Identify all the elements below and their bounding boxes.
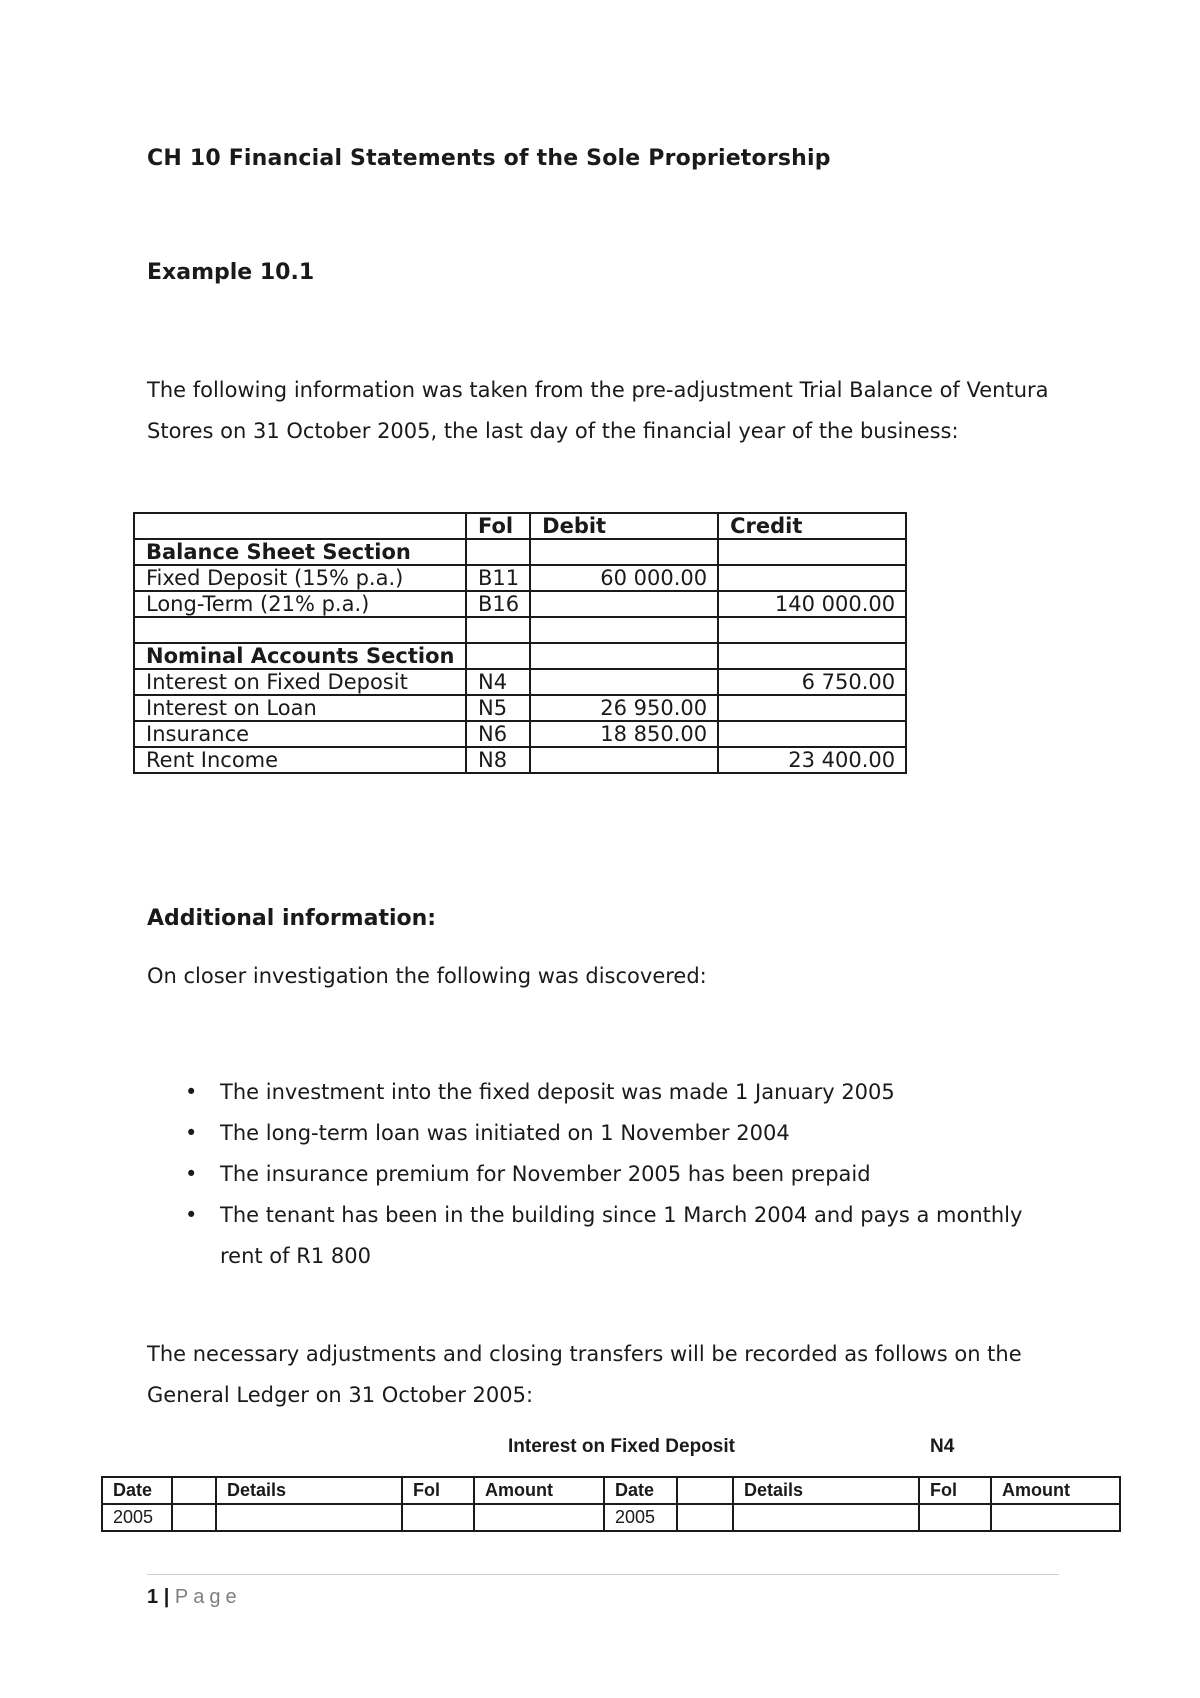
ledger-header-amount-debit: Amount (474, 1477, 604, 1504)
fol-cell (466, 643, 530, 669)
footer-divider (147, 1574, 1059, 1575)
ledger-header-fol-debit: Fol (402, 1477, 474, 1504)
credit-cell (718, 565, 906, 591)
ledger-account-code: N4 (930, 1436, 955, 1457)
account-cell: Interest on Loan (134, 695, 466, 721)
list-item-text: The tenant has been in the building since 1 March 2004 and pays a monthly rent of R1 800 (220, 1203, 1023, 1268)
intro-paragraph: The following information was taken from the pre-adjustment Trial Balance of Ventura Stores on 31 October 2005, the last day of the financial year of the business: (147, 378, 1049, 443)
credit-cell (718, 695, 906, 721)
credit-cell (718, 643, 906, 669)
bullet-icon: • (185, 1121, 198, 1145)
ledger-header-date-credit: Date (604, 1477, 677, 1504)
credit-cell (718, 721, 906, 747)
bullet-icon: • (185, 1203, 198, 1227)
debit-cell: 26 950.00 (530, 695, 718, 721)
ledger-cell (733, 1504, 919, 1531)
header-fol: Fol (466, 513, 530, 539)
section-label: Nominal Accounts Section (134, 643, 466, 669)
section-label: Balance Sheet Section (134, 539, 466, 565)
fol-cell (466, 539, 530, 565)
table-row (134, 539, 906, 565)
investigation-intro: On closer investigation the following was discovered: (147, 964, 707, 988)
account-cell: Long-Term (21% p.a.) (134, 591, 466, 617)
ledger-header-row (102, 1477, 1120, 1504)
additional-info-heading: Additional information: (147, 906, 437, 931)
closing-paragraph: The necessary adjustments and closing transfers will be recorded as follows on the General Ledger on 31 October 2005: (147, 1342, 1022, 1407)
debit-cell (530, 643, 718, 669)
credit-cell (718, 539, 906, 565)
bullet-icon: • (185, 1080, 198, 1104)
ledger-cell (402, 1504, 474, 1531)
ledger-account-title: Interest on Fixed Deposit (508, 1436, 735, 1457)
table-row (134, 617, 906, 643)
credit-cell (718, 617, 906, 643)
example-heading: Example 10.1 (147, 260, 315, 285)
fol-cell: N8 (466, 747, 530, 773)
ledger-header-details-credit: Details (733, 1477, 919, 1504)
ledger-header-blank (677, 1477, 733, 1504)
trial-balance-header-row (134, 513, 906, 539)
debit-cell (530, 591, 718, 617)
ledger-cell (216, 1504, 402, 1531)
table-row (134, 643, 906, 669)
credit-cell: 23 400.00 (718, 747, 906, 773)
table-row (134, 591, 906, 617)
debit-cell (530, 617, 718, 643)
table-row (134, 721, 906, 747)
header-credit: Credit (718, 513, 906, 539)
fol-cell: N6 (466, 721, 530, 747)
page-label: Page (174, 1586, 242, 1608)
table-row (134, 695, 906, 721)
header-account (134, 513, 466, 539)
list-item-text: The long-term loan was initiated on 1 November 2004 (220, 1121, 790, 1145)
page-number: 1 (147, 1586, 159, 1608)
ledger-cell (172, 1504, 216, 1531)
list-item (180, 1072, 1040, 1113)
trial-balance-table (133, 512, 907, 774)
list-item-text: The investment into the fixed deposit was made 1 January 2005 (220, 1080, 895, 1104)
debit-cell: 18 850.00 (530, 721, 718, 747)
footer-separator: | (163, 1586, 170, 1608)
ledger-header-fol-credit: Fol (919, 1477, 991, 1504)
account-cell (134, 617, 466, 643)
header-debit: Debit (530, 513, 718, 539)
ledger-cell (474, 1504, 604, 1531)
list-item (180, 1154, 1040, 1195)
ledger-cell (991, 1504, 1120, 1531)
ledger-cell (677, 1504, 733, 1531)
debit-cell: 60 000.00 (530, 565, 718, 591)
list-item (180, 1113, 1040, 1154)
ledger-cell (919, 1504, 991, 1531)
fol-cell: N5 (466, 695, 530, 721)
page-footer (147, 1586, 242, 1609)
ledger-table (101, 1476, 1121, 1532)
table-row (102, 1504, 1120, 1531)
debit-cell (530, 747, 718, 773)
ledger-header-amount-credit: Amount (991, 1477, 1120, 1504)
bullet-icon: • (185, 1162, 198, 1186)
account-cell: Fixed Deposit (15% p.a.) (134, 565, 466, 591)
ledger-header-date-debit: Date (102, 1477, 172, 1504)
ledger-cell: 2005 (102, 1504, 172, 1531)
list-item-text: The insurance premium for November 2005 has been prepaid (220, 1162, 871, 1186)
fol-cell (466, 617, 530, 643)
account-cell: Rent Income (134, 747, 466, 773)
fol-cell: B16 (466, 591, 530, 617)
fol-cell: B11 (466, 565, 530, 591)
credit-cell: 6 750.00 (718, 669, 906, 695)
credit-cell: 140 000.00 (718, 591, 906, 617)
table-row (134, 669, 906, 695)
debit-cell (530, 669, 718, 695)
ledger-cell: 2005 (604, 1504, 677, 1531)
ledger-header-details-debit: Details (216, 1477, 402, 1504)
table-row (134, 747, 906, 773)
account-cell: Insurance (134, 721, 466, 747)
ledger-header-blank (172, 1477, 216, 1504)
debit-cell (530, 539, 718, 565)
table-row (134, 565, 906, 591)
fol-cell: N4 (466, 669, 530, 695)
account-cell: Interest on Fixed Deposit (134, 669, 466, 695)
list-item (180, 1195, 1040, 1277)
findings-list (180, 1072, 1040, 1277)
document-title: CH 10 Financial Statements of the Sole Proprietorship (147, 146, 831, 171)
